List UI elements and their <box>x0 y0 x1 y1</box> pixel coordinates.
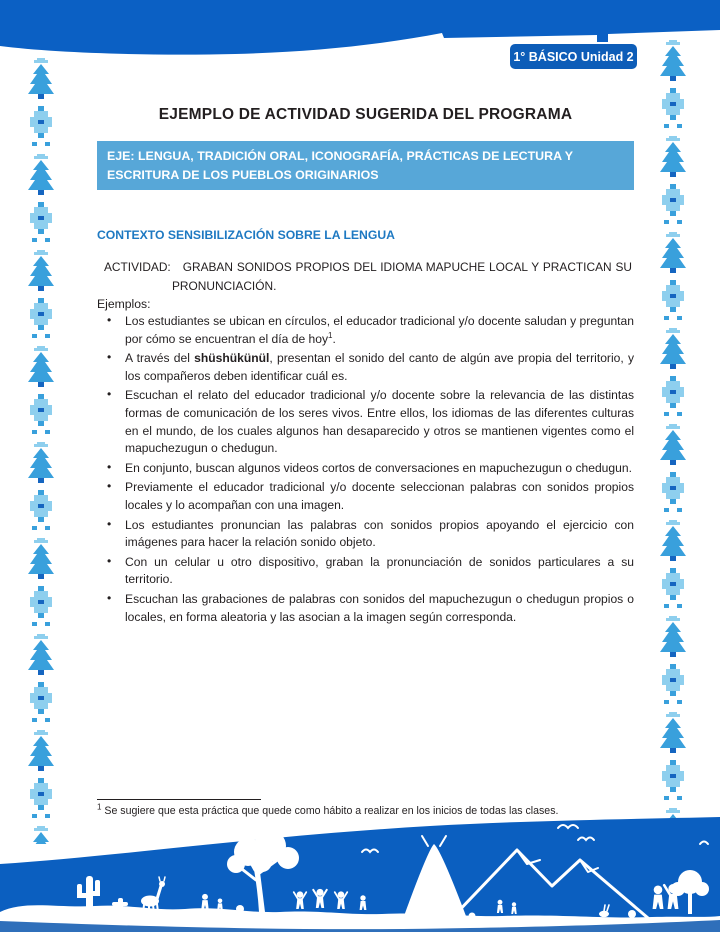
bullet-marker: • <box>107 479 112 494</box>
page-title: EJEMPLO DE ACTIVIDAD SUGERIDA DEL PROGRAMA <box>158 106 573 123</box>
activity-bullet <box>106 591 634 626</box>
actividad-text: GRABAN SONIDOS PROPIOS DEL IDIOMA MAPUCHE LOCAL Y PRACTICAN SU PRONUNCIACIÓN. <box>172 260 632 294</box>
bullet-text: Con un celular u otro dispositivo, graban la pronunciación de sonidos particulares a su territorio. <box>125 554 634 587</box>
activity-bullet <box>106 517 634 552</box>
bullet-marker: • <box>107 553 112 568</box>
unit-badge-label: 1° BÁSICO Unidad 2 <box>513 49 634 64</box>
eje-banner-text: EJE: LENGUA, TRADICIÓN ORAL, ICONOGRAFÍA, PRÁCTICAS DE LECTURA Y ESCRITURA DE LOS PUEBLOS ORIGINARIOS <box>107 149 573 182</box>
bottom-landscape-scene <box>0 814 720 932</box>
activity-bullet <box>106 313 634 348</box>
footnote-ref: 1 <box>328 330 333 340</box>
ejemplos-label: Ejemplos: <box>97 297 151 311</box>
actividad-line <box>104 258 632 296</box>
footnote-marker: 1 <box>97 802 102 812</box>
bullet-text: Los estudiantes pronuncian las palabras con sonidos propios apoyando el ejercicio con imágenes para hacer la relación sonido objeto. <box>125 517 634 550</box>
bullet-marker: • <box>107 590 112 605</box>
andean-motif-pattern-right <box>656 38 690 830</box>
bullet-marker: • <box>107 387 112 402</box>
bullet-text: Escuchan las grabaciones de palabras con sonidos del mapuchezugun o chedugun propios o locales, en forma aleatoria y las asocian a la imagen según corresponda. <box>125 591 634 624</box>
andean-motif-pattern-left <box>24 56 58 844</box>
activity-bullet <box>106 479 634 514</box>
activity-bullet <box>106 460 634 478</box>
bullet-bold-text: shüshükünül <box>194 351 270 366</box>
activity-bullet <box>106 387 634 457</box>
bullet-text: Previamente el educador tradicional y/o docente seleccionan palabras con sonidos propios locales y lo acompañan con una imagen. <box>125 480 634 512</box>
contexto-heading: CONTEXTO SENSIBILIZACIÓN SOBRE LA LENGUA <box>97 228 395 242</box>
bullet-marker: • <box>107 350 112 365</box>
bullet-text: En conjunto, buscan algunos videos cortos de conversaciones en mapuchezugun o chedugun. <box>125 460 632 475</box>
activity-bullet <box>106 554 634 589</box>
activity-bullet <box>106 350 634 385</box>
footnote-text: Se sugiere que esta práctica que quede como hábito a realizar en los inicios de todas las clases. <box>101 805 559 817</box>
bullet-text: A través del <box>125 351 195 366</box>
footnote <box>97 802 627 817</box>
eje-banner <box>97 141 634 190</box>
bullet-marker: • <box>107 516 112 531</box>
footnote-rule <box>97 799 261 800</box>
left-andean-border <box>24 56 58 844</box>
unit-badge <box>508 42 639 71</box>
right-andean-border <box>656 38 690 830</box>
bullet-text: Escuchan el relato del educador tradicional y/o docente sobre la relevancia de las distintas formas de comunicación de los seres vivos. Entre ellos, los idiomas de las diferentes culturas en el mundo, de los cuales algunos han desaparecido y otros se mantienen vigentes como el mapuchezugun o chedugun. <box>125 388 634 456</box>
actividad-label: ACTIVIDAD: <box>104 260 171 274</box>
bullet-marker: • <box>107 459 112 474</box>
bullet-text: Los estudiantes se ubican en círculos, el educador tradicional y/o docente saludan y preguntan por cómo se encuentran el día de hoy <box>125 314 634 346</box>
bullet-marker: • <box>107 313 112 327</box>
bullet-text: , presentan el sonido del canto de algún ave propia del territorio, y los compañeros deben identificar cuál es. <box>125 351 634 383</box>
activity-bullet-list <box>106 313 634 628</box>
bullet-text: . <box>332 331 336 346</box>
